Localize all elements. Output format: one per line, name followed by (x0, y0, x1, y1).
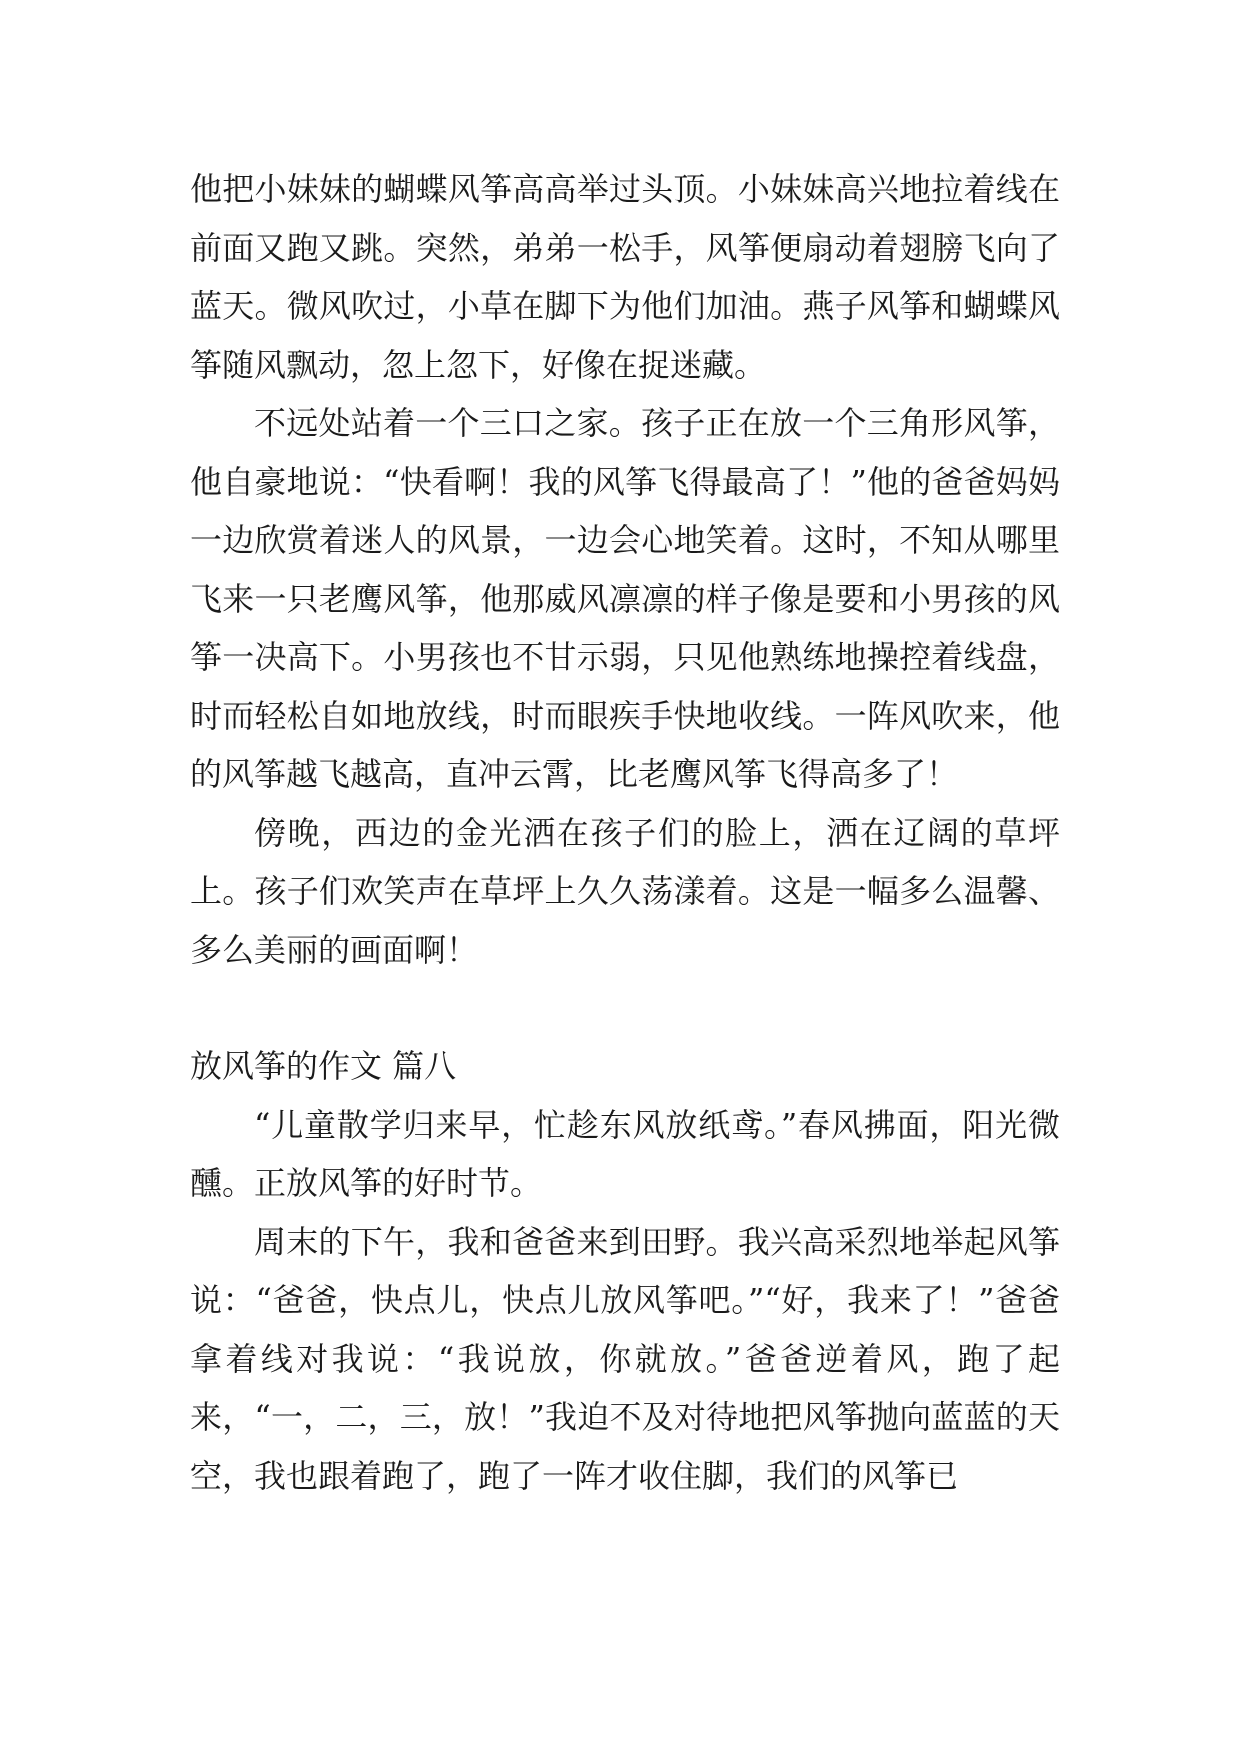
document-body (190, 160, 1060, 1505)
paragraph-evening: 傍晚，西边的金光洒在孩子们的脸上，洒在辽阔的草坪上。孩子们欢笑声在草坪上久久荡漾着。这是一幅多么温馨、多么美丽的画面啊！ (190, 813, 1060, 969)
paragraph-poem-quote: “儿童散学归来早，忙趁东风放纸鸢。”春风拂面，阳光微醺。正放风筝的好时节。 (190, 1105, 1060, 1202)
section-title: 放风筝的作文 篇八 (190, 1047, 457, 1085)
paragraph-weekend: 周末的下午，我和爸爸来到田野。我兴高采烈地举起风筝说：“爸爸，快点儿，快点儿放风筝吧。”“好，我来了！”爸爸拿着线对我说：“我说放，你就放。”爸爸逆着风，跑了起来，“一，二，三，放！”我迫不及对待地把风筝抛向蓝蓝的天空，我也跟着跑了，跑了一阵才收住脚，我们的风筝已 (190, 1222, 1060, 1495)
paragraph-butterfly-kite: 他把小妹妹的蝴蝶风筝高高举过头顶。小妹妹高兴地拉着线在前面又跑又跳。突然，弟弟一松手，风筝便扇动着翅膀飞向了蓝天。微风吹过，小草在脚下为他们加油。燕子风筝和蝴蝶风筝随风飘动，忽上忽下，好像在捉迷藏。 (190, 170, 1060, 384)
paragraph-family-kite: 不远处站着一个三口之家。孩子正在放一个三角形风筝，他自豪地说：“快看啊！我的风筝飞得最高了！”他的爸爸妈妈一边欣赏着迷人的风景，一边会心地笑着。这时，不知从哪里飞来一只老鹰风筝，他那威风凛凛的样子像是要和小男孩的风筝一决高下。小男孩也不甘示弱，只见他熟练地操控着线盘，时而轻松自如地放线，时而眼疾手快地收线。一阵风吹来，他的风筝越飞越高，直冲云霄，比老鹰风筝飞得高多了！ (190, 404, 1060, 793)
